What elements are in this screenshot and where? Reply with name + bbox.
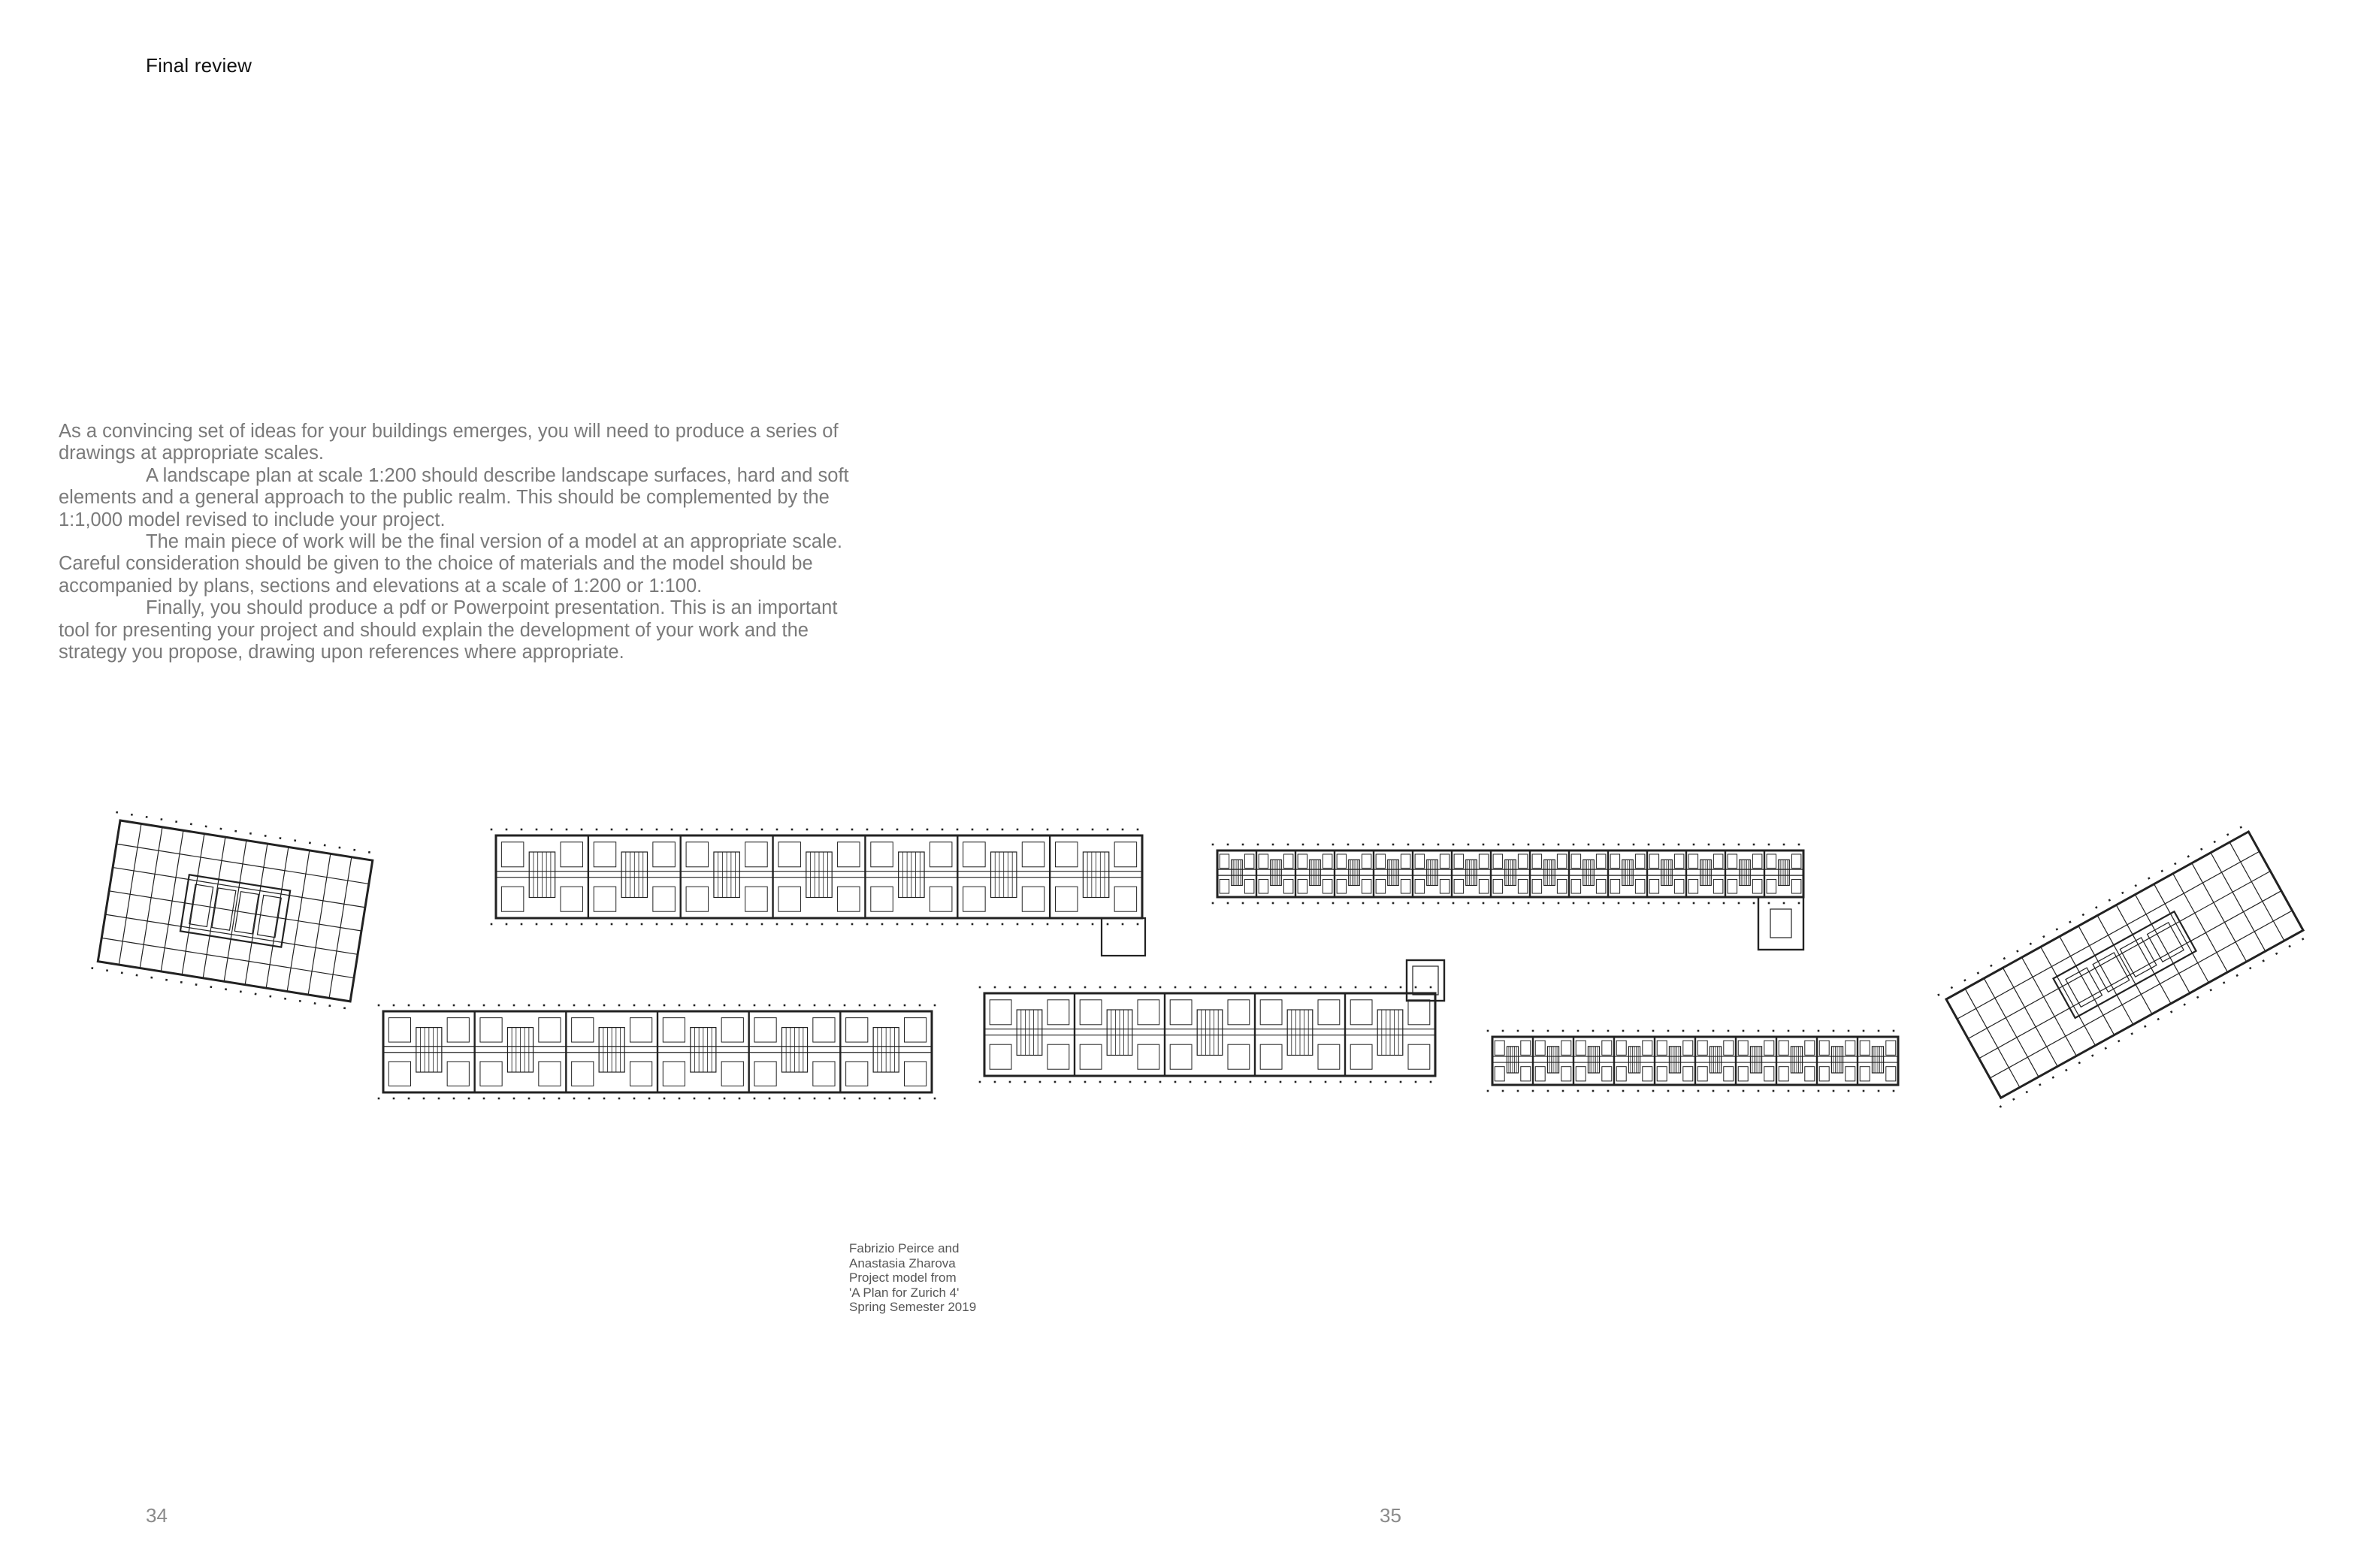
page-number-left: 34: [146, 1504, 168, 1527]
floor-plan-bar-bottom-right: [1487, 1030, 1898, 1092]
paragraph-1: As a convincing set of ideas for your buildings emerges, you will need to produce a series of drawings at appropriate scales.: [59, 421, 839, 464]
floor-plan-bar-bottom-middle: [979, 960, 1444, 1083]
floor-plan-bar-bottom-left: [378, 1005, 936, 1100]
section-title: Final review: [146, 54, 252, 77]
paragraph-2: A landscape plan at scale 1:200 should describe landscape surfaces, hard and soft elements and a general approach to the public realm. This should be complemented by the 1:1,000 model revised to include your project.: [59, 464, 849, 530]
floor-plan-bar-top-left: [491, 829, 1145, 956]
paragraph-3: The main piece of work will be the final version of a model at an appropriate scale. Careful consideration should be given to the choice of materials and the model should be accompanied by plans, sections and elevations at a scale of 1:200 or 1:100.: [59, 531, 842, 597]
floor-plan-tilted-left: [91, 811, 373, 1010]
caption-line: Project model from: [849, 1270, 957, 1286]
image-caption: [849, 1241, 1075, 1315]
caption-line: Fabrizio Peirce and: [849, 1241, 960, 1255]
caption-line: 'A Plan for Zurich 4': [849, 1285, 960, 1300]
caption-line: Spring Semester 2019: [849, 1300, 977, 1315]
floor-plan-tilted-right: [1937, 824, 2307, 1108]
caption-line: Anastasia Zharova: [849, 1255, 956, 1270]
floor-plan-bar-top-right: [1212, 844, 1803, 950]
page-number-right: 35: [1380, 1504, 1401, 1527]
paragraph-4: Finally, you should produce a pdf or Powerpoint presentation. This is an important tool for presenting your project and should explain the development of your work and the strategy you propose, drawing upon references where appropriate.: [59, 597, 838, 663]
